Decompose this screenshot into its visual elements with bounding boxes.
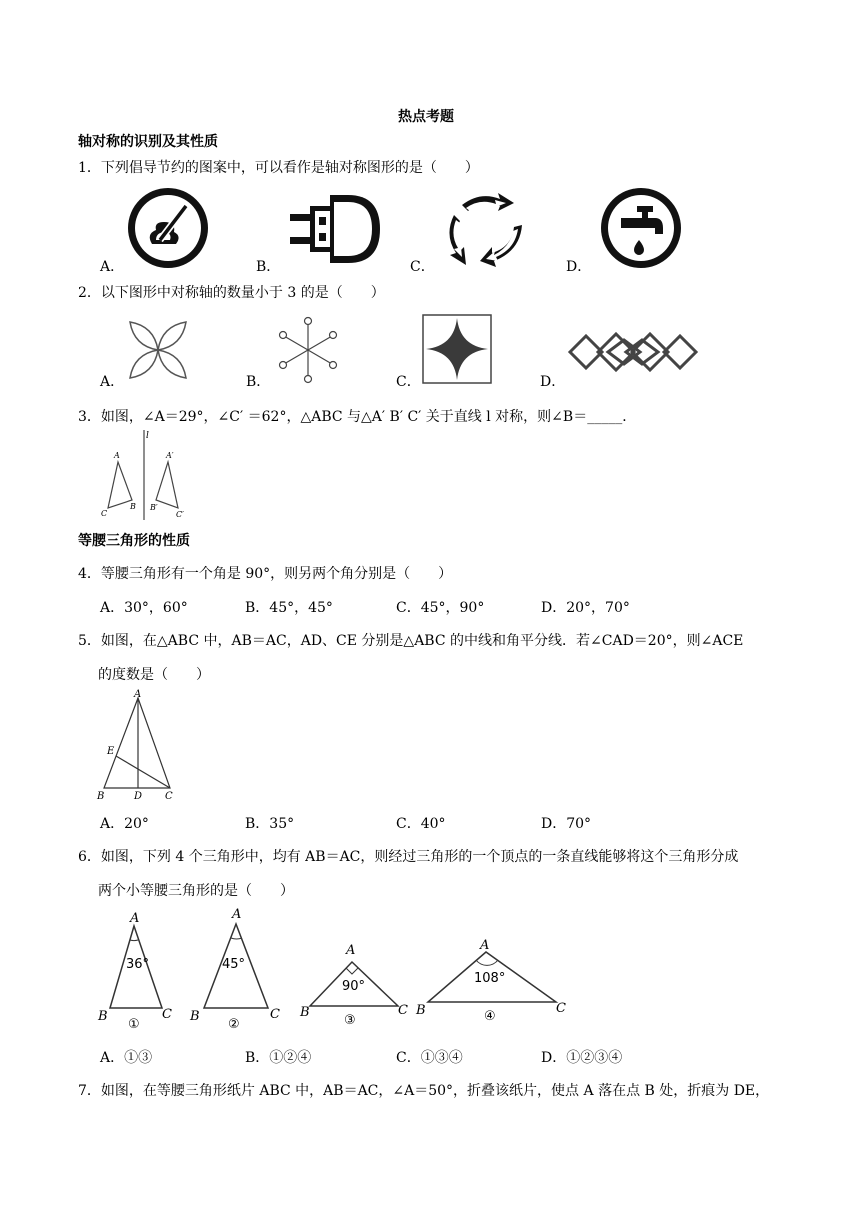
q1-figure-c (440, 185, 526, 269)
angle-label-3: 90° (342, 979, 366, 994)
question-3-text: 3．如图，∠A＝29°，∠C′ ＝62°，△ABC 与△A′ B′ C′ 关于直线 l 对称，则∠B＝_____． (78, 409, 637, 425)
q2-option-d: D． (540, 374, 566, 390)
q6-triangle-2 (188, 904, 288, 1030)
q4-option-b: B．45°，45° (245, 600, 333, 616)
q6-triangle-3 (298, 940, 414, 1030)
q1-option-d: D． (566, 259, 592, 275)
vertex-c: C (162, 1007, 172, 1022)
question-4-text: 4．等腰三角形有一个角是 90°，则另两个角分别是（ ） (78, 566, 453, 582)
q5-option-c: C．40° (396, 816, 446, 832)
q5-option-d: D．70° (541, 816, 592, 832)
triangle-number-4: ④ (484, 1009, 496, 1024)
q1-option-c: C． (410, 259, 435, 275)
q2-figure-b (274, 316, 342, 384)
angle-label-1: 36° (126, 957, 150, 972)
q4-option-a: A．30°，60° (100, 600, 188, 616)
vertex-a: A (346, 943, 356, 958)
q6-option-c: C．①③④ (396, 1050, 463, 1066)
q2-figure-c (422, 314, 492, 384)
question-7-text: 7．如图，在等腰三角形纸片 ABC 中，AB＝AC，∠A＝50°，折叠该纸片，使点 A 落在点 B 处，折痕为 DE， (78, 1083, 770, 1099)
q2-option-c: C． (396, 374, 421, 390)
question-5-text-line1: 5．如图，在△ABC 中，AB＝AC，AD、CE 分别是△ABC 的中线和角平分线．若∠CAD＝20°，则∠ACE (78, 633, 744, 649)
page-title: 热点考题 (398, 109, 454, 125)
q1-option-b: B． (256, 259, 281, 275)
vertex-c: C (556, 1001, 566, 1016)
triangle-number-1: ① (128, 1017, 140, 1032)
q6-option-d: D．①②③④ (541, 1050, 623, 1066)
q5-option-b: B．35° (245, 816, 295, 832)
q4-option-c: C．45°，90° (396, 600, 485, 616)
question-2-text: 2．以下图形中对称轴的数量小于 3 的是（ ） (78, 285, 385, 301)
q1-figure-a (126, 186, 210, 270)
triangle-number-3: ③ (344, 1013, 356, 1028)
q6-triangle-1 (96, 908, 180, 1030)
label-b: B (130, 502, 136, 511)
vertex-b: B (98, 1009, 108, 1024)
q6-triangle-4 (414, 934, 574, 1030)
q6-option-a: A．①③ (100, 1050, 153, 1066)
q2-option-a: A． (100, 374, 125, 390)
label-e: E (107, 746, 115, 757)
question-6-text-line2: 两个小等腰三角形的是（ ） (98, 883, 294, 899)
section-heading-axial-symmetry: 轴对称的识别及其性质 (78, 134, 218, 150)
vertex-b: B (300, 1005, 310, 1020)
question-1-text: 1．下列倡导节约的图案中，可以看作是轴对称图形的是（ ） (78, 160, 479, 176)
label-c-prime: C′ (176, 510, 184, 519)
angle-label-4: 108° (474, 971, 506, 986)
q1-option-a: A． (100, 259, 125, 275)
label-b: B (97, 791, 105, 802)
label-a: A (134, 689, 142, 700)
vertex-a: A (232, 907, 242, 922)
q2-figure-a (124, 316, 192, 384)
vertex-b: B (190, 1009, 200, 1024)
angle-label-2: 45° (222, 957, 246, 972)
q5-option-a: A．20° (100, 816, 149, 832)
vertex-b: B (416, 1003, 426, 1018)
q1-figure-d (599, 186, 683, 270)
q1-figure-b (288, 192, 384, 266)
label-line-l: l (146, 431, 149, 441)
q2-option-b: B． (246, 374, 271, 390)
label-c: C (165, 791, 173, 802)
label-d: D (134, 791, 143, 802)
question-6-text-line1: 6．如图，下列 4 个三角形中，均有 AB＝AC，则经过三角形的一个顶点的一条直线能够将这个三角形分成 (78, 849, 739, 865)
q4-option-d: D．20°，70° (541, 600, 630, 616)
q6-option-b: B．①②④ (245, 1050, 312, 1066)
q3-figure (96, 428, 196, 522)
section-heading-isosceles: 等腰三角形的性质 (78, 533, 190, 549)
q2-figure-d (568, 326, 698, 378)
label-b-prime: B′ (150, 503, 158, 512)
q5-figure (92, 688, 182, 804)
vertex-c: C (398, 1003, 408, 1018)
label-a-prime: A′ (166, 451, 174, 460)
triangle-number-2: ② (228, 1017, 240, 1032)
vertex-c: C (270, 1007, 280, 1022)
label-c: C (101, 509, 108, 518)
vertex-a: A (480, 938, 490, 953)
label-a: A (114, 451, 120, 460)
vertex-a: A (130, 911, 140, 926)
question-5-text-line2: 的度数是（ ） (98, 667, 210, 683)
